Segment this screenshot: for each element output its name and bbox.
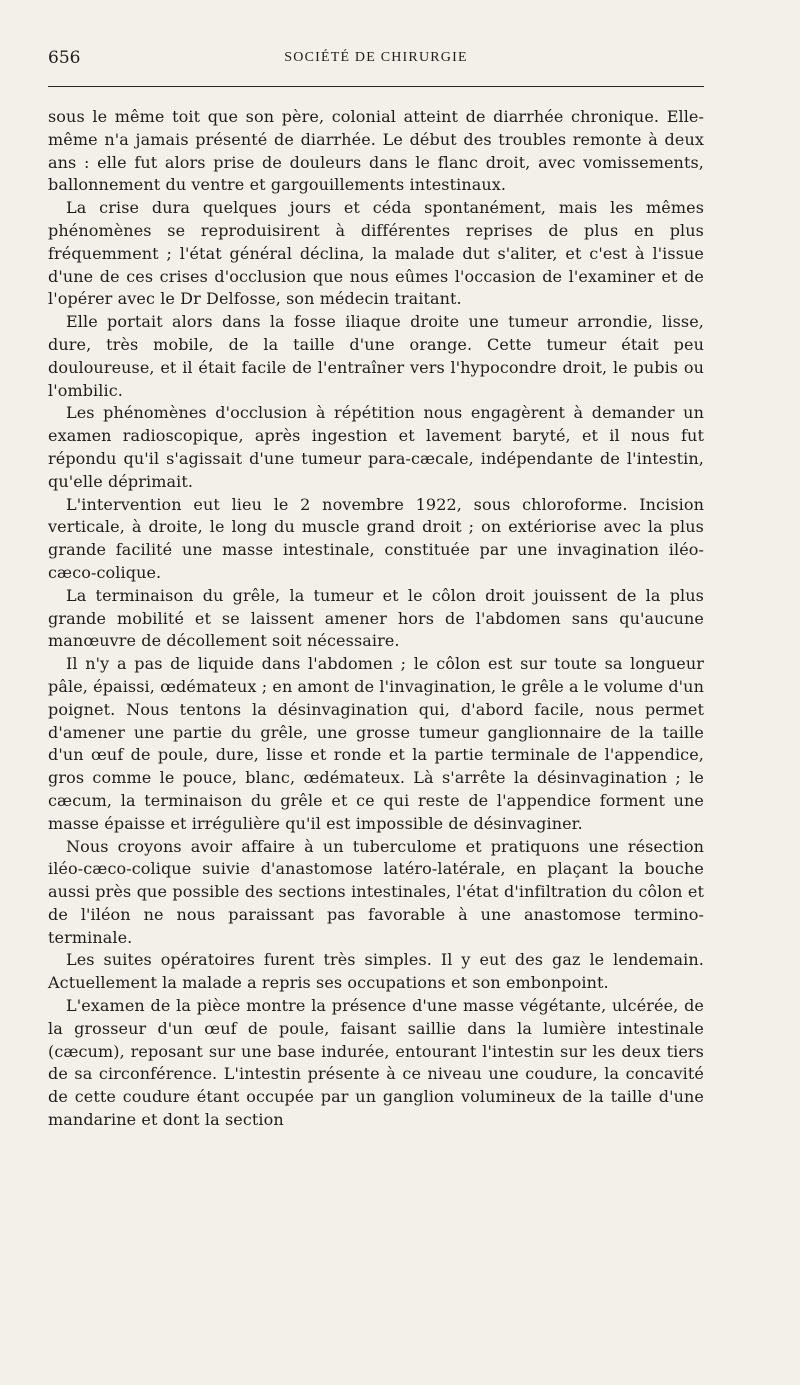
paragraph-8: Nous croyons avoir affaire à un tuberculome et pratiquons une résection iléo-cæco-colique suivie d'anastomose latéro-latérale, en plaçant la bouche aussi près que possible des sections intestinales, l'état d'infiltration du côlon et de l'iléon ne nous paraissant pas favorable à une anastomose termino-terminale. [48, 836, 704, 947]
running-head: SOCIÉTÉ DE CHIRURGIE [284, 50, 468, 65]
paragraph-7: Il n'y a pas de liquide dans l'abdomen ; le côlon est sur toute sa longueur pâle, épaissi, œdémateux ; en amont de l'invagination, le grêle a le volume d'un poignet. Nous tentons la désinvagination qui, d'abord facile, nous permet d'amener une partie du grêle, une grosse tumeur ganglionnaire de la taille d'un œuf de poule, dure, lisse et ronde et la partie terminale de l'appendice, gros comme le pouce, blanc, œdémateux. Là s'arrête la désinvagination ; le cæcum, la terminaison du grêle et ce qui reste de l'appendice forment une masse épaisse et irrégulière qu'il est impossible de désinvaginer. [48, 654, 704, 833]
paragraph-9: Les suites opératoires furent très simples. Il y eut des gaz le lendemain. Actuellement la malade a repris ses occupations et son embonpoint. [48, 950, 704, 993]
page-number: 656 [48, 48, 81, 68]
paragraph-6: La terminaison du grêle, la tumeur et le côlon droit jouissent de la plus grande mobilité et se laissent amener hors de l'abdomen sans qu'aucune manœuvre de décollement soit nécessaire. [48, 585, 704, 651]
paragraph-10: L'examen de la pièce montre la présence d'une masse végétante, ulcérée, de la grosseur d'un œuf de poule, faisant saillie dans la lumière intestinale (cæcum), reposant sur une base indurée, entourant l'intestin sur les deux tiers de sa circonférence. L'intestin présente à ce niveau une coudure, la concavité de cette coudure étant occupée par un ganglion volumineux de la taille d'une mandarine et dont la section [48, 996, 704, 1130]
paragraph-4: Les phénomènes d'occlusion à répétition nous engagèrent à demander un examen radioscopique, après ingestion et lavement baryté, et il nous fut répondu qu'il s'agissait d'une tumeur para-cæcale, indépendante de l'intestin, qu'elle déprimait. [48, 403, 704, 491]
body-text [48, 106, 704, 1132]
paragraph-2: La crise dura quelques jours et céda spontanément, mais les mêmes phénomènes se reproduisirent à différentes reprises de plus en plus fréquemment ; l'état général déclina, la malade dut s'aliter, et c'est à l'issue d'une de ces crises d'occlusion que nous eûmes l'occasion de l'examiner et de l'opérer avec le Dr Delfosse, son médecin traitant. [48, 198, 704, 309]
paragraph-1: sous le même toit que son père, colonial atteint de diarrhée chronique. Elle-même n'a jamais présenté de diarrhée. Le début des troubles remonte à deux ans : elle fut alors prise de douleurs dans le flanc droit, avec vomissements, ballonnement du ventre et gargouillements intestinaux. [48, 107, 704, 195]
page-header [48, 48, 704, 68]
header-rule [48, 86, 704, 87]
paragraph-3: Elle portait alors dans la fosse iliaque droite une tumeur arrondie, lisse, dure, très mobile, de la taille d'une orange. Cette tumeur était peu douloureuse, et il était facile de l'entraîner vers l'hypocondre droit, le pubis ou l'ombilic. [48, 312, 704, 400]
paragraph-5: L'intervention eut lieu le 2 novembre 1922, sous chloroforme. Incision verticale, à droite, le long du muscle grand droit ; on extériorise avec la plus grande facilité une masse intestinale, constituée par une invagination iléo-cæco-colique. [48, 494, 704, 582]
